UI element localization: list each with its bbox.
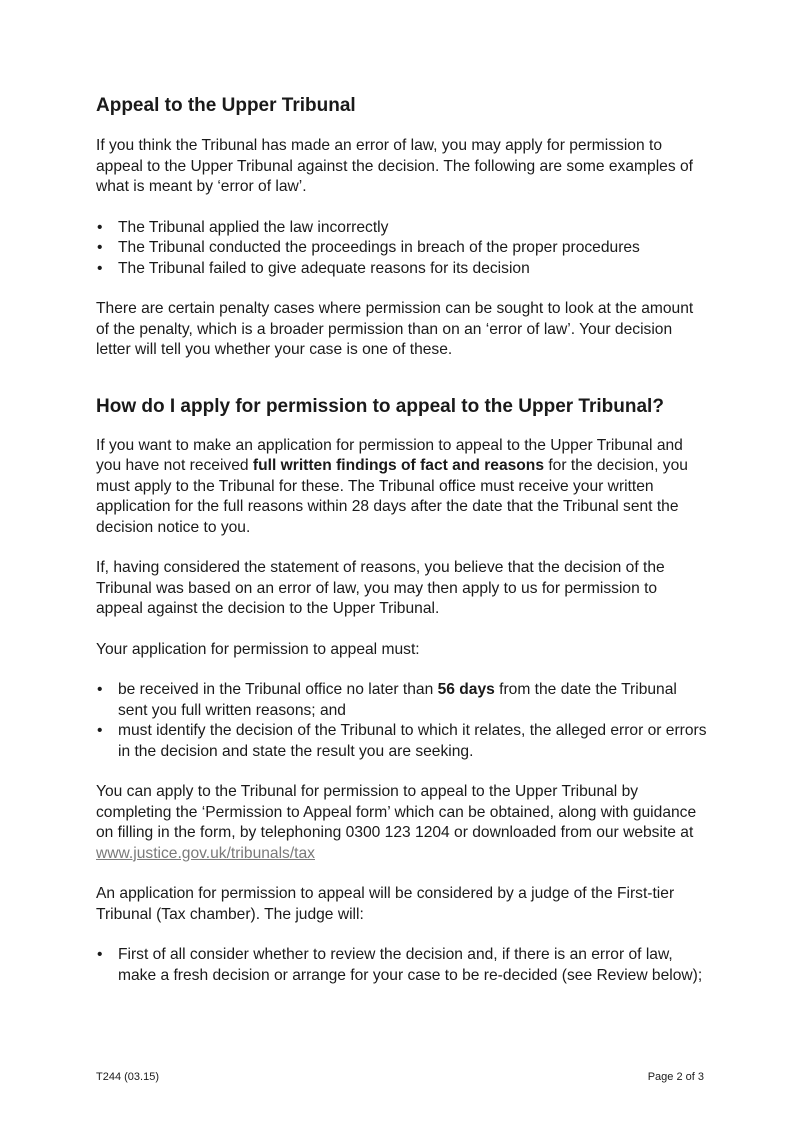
paragraph-penalty: There are certain penalty cases where permission can be sought to look at the amount of the penalty, which is a broader permission than on an ‘error of law’. Your decision letter will tell you whether your case is one of these.: [96, 300, 694, 358]
footer-form-code: T244 (03.15): [96, 1071, 159, 1083]
website-link[interactable]: www.justice.gov.uk/tribunals/tax: [96, 844, 315, 862]
footer-page-number: Page 2 of 3: [647, 1071, 704, 1083]
section-heading-appeal: Appeal to the Upper Tribunal: [96, 95, 356, 116]
emphasis-56-days: 56 days: [437, 681, 495, 698]
judge-actions-list: [96, 945, 708, 986]
list-item: • must identify the decision of the Tribunal to which it relates, the alleged error or errors in the decision and state the result you are seeking.: [96, 721, 708, 762]
list-item: • The Tribunal conducted the proceedings in breach of the proper procedures: [96, 238, 708, 259]
list-item: • The Tribunal applied the law incorrectly: [96, 218, 708, 239]
list-item: • First of all consider whether to review the decision and, if there is an error of law, make a fresh decision or arrange for your case to be re-decided (see Review below);: [96, 945, 708, 986]
paragraph-how-to-apply: You can apply to the Tribunal for permission to appeal to the Upper Tribunal by completing the ‘Permission to Appeal form’ which can be obtained, along with guidance on filling in the form, by telephoning 0300 123 1204 or downloaded from our website at www.justice.gov.uk/tribunals/tax: [96, 783, 697, 862]
list-item: • The Tribunal failed to give adequate reasons for its decision: [96, 259, 708, 280]
paragraph-application-must: Your application for permission to appeal must:: [96, 640, 420, 658]
application-requirements-list: [96, 680, 708, 762]
document-page: [96, 94, 708, 1006]
emphasis-full-findings: full written findings of fact and reasons: [252, 457, 545, 474]
error-of-law-examples-list: [96, 218, 708, 280]
paragraph-statement-of-reasons: If, having considered the statement of reasons, you believe that the decision of the Tribunal was based on an error of law, you may then apply to us for permission to appeal against the decision to the Upper Tribunal.: [96, 559, 665, 617]
paragraph-judge-consideration: An application for permission to appeal will be considered by a judge of the First-tier Tribunal (Tax chamber). The judge will:: [96, 885, 675, 923]
section-heading-how-to-apply: How do I apply for permission to appeal to the Upper Tribunal?: [96, 395, 664, 417]
paragraph-written-reasons: If you want to make an application for permission to appeal to the Upper Tribunal and you have not received full written findings of fact and reasons for the decision, you must apply to the Tribunal for these. The Tribunal office must receive your written application for the full reasons within 28 days after the date that the Tribunal sent the decision notice to you.: [96, 436, 688, 536]
paragraph-intro: If you think the Tribunal has made an error of law, you may apply for permission to appeal to the Upper Tribunal against the decision. The following are some examples of what is meant by ‘error of law’.: [96, 137, 693, 195]
list-item: • be received in the Tribunal office no later than 56 days from the date the Tribunal sent you full written reasons; and: [96, 680, 708, 721]
